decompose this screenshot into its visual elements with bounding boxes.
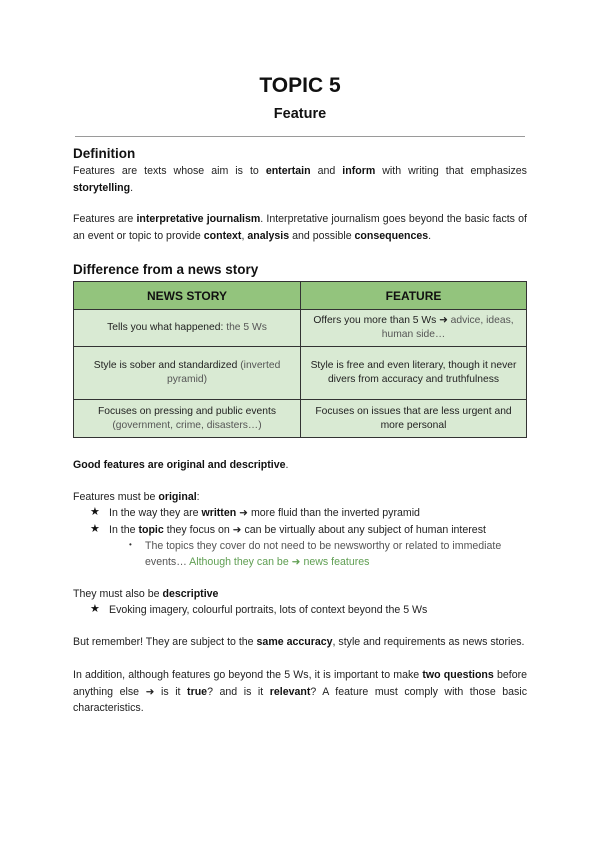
difference-heading: Difference from a news story xyxy=(73,262,259,277)
descriptive-intro: They must also be descriptive xyxy=(73,588,219,600)
table-cell-news: Tells you what happened: the 5 Ws xyxy=(74,310,301,347)
list-item: Evoking imagery, colourful portraits, lots of context beyond the 5 Ws xyxy=(109,604,428,616)
page-title: TOPIC 5 xyxy=(259,74,341,97)
good-features-line: Good features are original and descriptive. xyxy=(73,459,289,471)
table-row xyxy=(74,347,527,400)
column-header-news-story: NEWS STORY xyxy=(74,282,301,310)
table-row xyxy=(74,310,527,347)
table-cell-feature: Offers you more than 5 Ws ➜ advice, ideas, human side… xyxy=(301,310,527,347)
star-bullet-icon: ★ xyxy=(90,603,100,615)
definition-paragraph-1: Features are texts whose aim is to entertain and inform with writing that emphasizes storytelling. xyxy=(73,165,527,194)
title-divider xyxy=(75,136,525,137)
table-cell-news: Style is sober and standardized (inverted pyramid) xyxy=(74,347,301,400)
original-intro: Features must be original: xyxy=(73,491,200,503)
definition-heading: Definition xyxy=(73,146,136,161)
remember-paragraph-1: But remember! They are subject to the same accuracy, style and requirements as news stories. xyxy=(73,636,525,648)
dot-bullet-icon: • xyxy=(129,540,132,549)
star-bullet-icon: ★ xyxy=(90,523,100,535)
table-header-row xyxy=(74,282,527,310)
table-cell-feature: Focuses on issues that are less urgent and more personal xyxy=(301,400,527,438)
comparison-table xyxy=(73,281,527,438)
list-item: In the way they are written ➜ more fluid than the inverted pyramid xyxy=(109,507,420,519)
star-bullet-icon: ★ xyxy=(90,506,100,518)
page-subtitle: Feature xyxy=(273,106,327,122)
remember-paragraph-2: In addition, although features go beyond the 5 Ws, it is important to make two questions before anything else ➜ is it true? and is it relevant? A feature must comply with those basic characteristics. xyxy=(73,669,527,714)
table-row xyxy=(74,400,527,438)
table-cell-feature: Style is free and even literary, though it never divers from accuracy and truthfulness xyxy=(301,347,527,400)
list-item: In the topic they focus on ➜ can be virtually about any subject of human interest xyxy=(109,524,486,536)
column-header-feature: FEATURE xyxy=(301,282,527,310)
sub-list-item: The topics they cover do not need to be newsworthy or related to immediate events… Although they can be ➜ news features xyxy=(145,540,502,568)
definition-paragraph-2: Features are interpretative journalism. Interpretative journalism goes beyond the basic facts of an event or topic to provide context, analysis and possible consequences. xyxy=(73,213,527,242)
table-cell-news: Focuses on pressing and public events (government, crime, disasters…) xyxy=(74,400,301,438)
